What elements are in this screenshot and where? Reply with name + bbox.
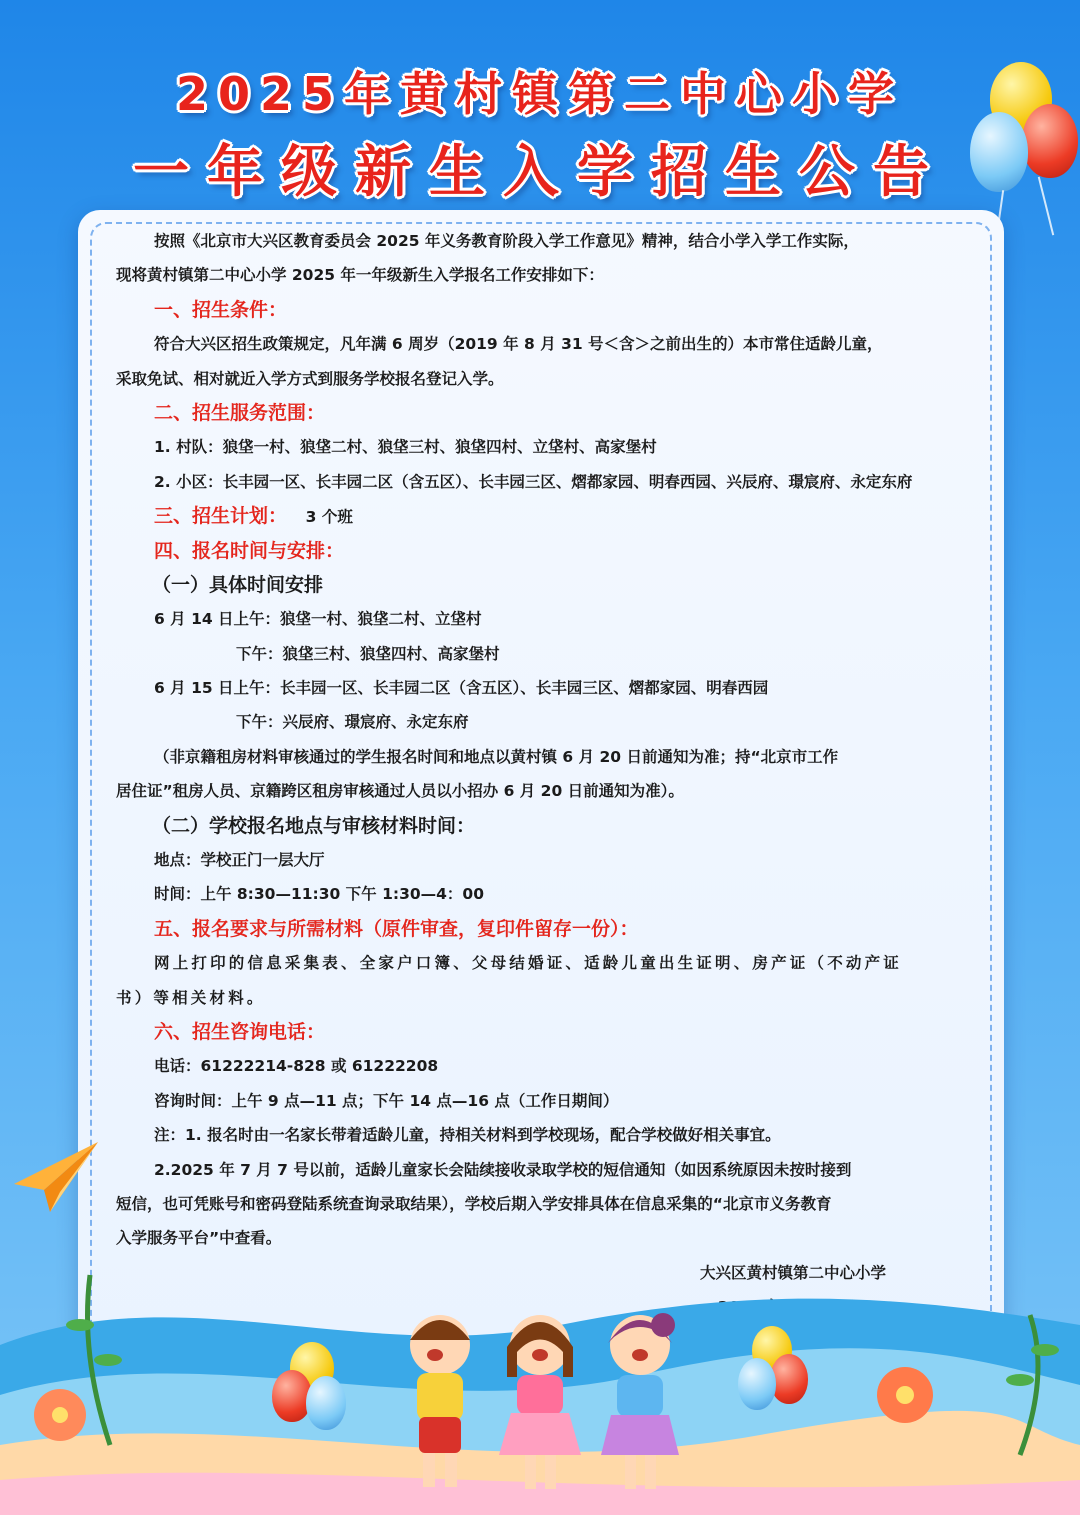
section-3-heading: 三、招生计划： xyxy=(154,505,288,528)
intro-line-1: 按照《北京市大兴区教育委员会 2025 年义务教育阶段入学工作意见》精神，结合小学入学工作实际， xyxy=(154,232,859,250)
registration-time: 时间：上午 8:30—11:30 下午 1:30—4：00 xyxy=(154,885,484,904)
paper-plane-icon xyxy=(10,1140,100,1215)
schedule-day1-am: 6 月 14 日上午：狼垡一村、狼垡二村、立垡村 xyxy=(154,610,482,629)
section-5-text-1: 网上打印的信息采集表、全家户口簿、父母结婚证、适龄儿童出生证明、房产证（不动产证 xyxy=(154,954,903,973)
notice-panel xyxy=(78,210,1004,1360)
section-4-subheading-2: （二）学校报名地点与审核材料时间： xyxy=(152,814,476,837)
section-6-heading: 六、招生咨询电话： xyxy=(154,1020,326,1043)
section-1-heading: 一、招生条件： xyxy=(154,298,288,321)
note-2-line-3: 入学服务平台”中查看。 xyxy=(116,1229,282,1248)
section-5-text-2: 书）等相关材料。 xyxy=(116,988,266,1007)
signature: 大兴区黄村镇第二中心小学 xyxy=(699,1263,886,1282)
poster-title-line2: 一年级新生入学招生公告 xyxy=(133,140,947,205)
contact-hours: 咨询时间：上午 9 点—11 点；下午 14 点—16 点（工作日期间） xyxy=(154,1091,619,1110)
section-2-heading: 二、招生服务范围： xyxy=(154,401,326,424)
section-4-note-2: 居住证”租房人员、京籍跨区租房审核通过人员以小招办 6 月 20 日前通知为准）。 xyxy=(116,782,684,801)
schedule-day2-pm: 下午：兴辰府、璟宸府、永定东府 xyxy=(236,713,469,732)
notice-content xyxy=(116,224,966,1325)
note-1: 注：1. 报名时由一名家长带着适龄儿童，持相关材料到学校现场，配合学校做好相关事宜。 xyxy=(154,1126,781,1145)
poster-title-line1: 2025年黄村镇第二中心小学 xyxy=(175,67,905,121)
section-1-text-2: 采取免试、相对就近入学方式到服务学校报名登记入学。 xyxy=(116,369,504,388)
registration-place: 地点：学校正门一层大厅 xyxy=(154,851,325,870)
note-2-line-1: 2.2025 年 7 月 7 号以前，适龄儿童家长会陆续接收录取学校的短信通知（如因系统原因未按时接到 xyxy=(154,1160,852,1179)
children-illustration xyxy=(395,1305,695,1500)
section-4-subheading-1: （一）具体时间安排 xyxy=(152,573,324,596)
section-1-text-1: 符合大兴区招生政策规定，凡年满 6 周岁（2019 年 8 月 31 号＜含＞之前出生的）本市常住适龄儿童， xyxy=(154,335,883,354)
intro-line-2: 现将黄村镇第二中心小学 2025 年一年级新生入学报名工作安排如下： xyxy=(116,266,604,285)
note-2-line-2: 短信，也可凭账号和密码登陆系统查询录取结果），学校后期入学安排具体在信息采集的“北京市义务教育 xyxy=(116,1194,832,1213)
contact-phone: 电话：61222214-828 或 61222208 xyxy=(154,1057,439,1076)
section-5-heading: 五、报名要求与所需材料（原件审查，复印件留存一份）： xyxy=(154,917,639,940)
section-2-item-1: 1. 村队：狼垡一村、狼垡二村、狼垡三村、狼垡四村、立垡村、高家堡村 xyxy=(154,438,657,457)
section-3-row xyxy=(116,499,966,533)
section-2-item-2: 2. 小区：长丰园一区、长丰园二区（含五区）、长丰园三区、熠都家园、明春西园、兴辰府、璟宸府、永定东府 xyxy=(154,472,913,491)
schedule-day2-am: 6 月 15 日上午：长丰园一区、长丰园二区（含五区）、长丰园三区、熠都家园、明春西园 xyxy=(154,679,769,698)
schedule-day1-pm: 下午：狼垡三村、狼垡四村、高家堡村 xyxy=(236,644,500,663)
section-3-value: 3 个班 xyxy=(305,508,353,527)
section-4-note-1: （非京籍租房材料审核通过的学生报名时间和地点以黄村镇 6 月 20 日前通知为准；持“北京市工作 xyxy=(154,747,839,766)
section-4-heading: 四、报名时间与安排： xyxy=(154,539,345,562)
